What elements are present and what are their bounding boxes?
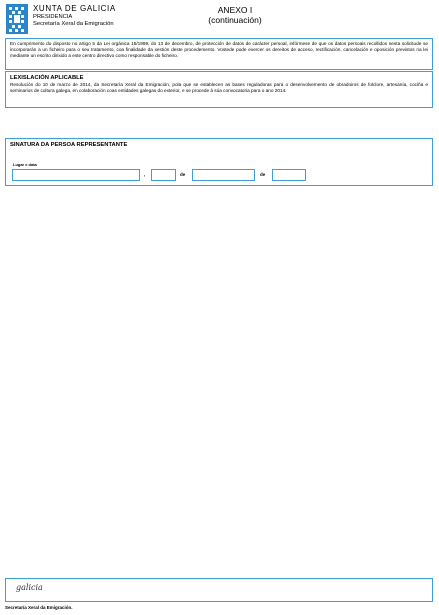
xunta-logo-icon (6, 4, 28, 39)
comma-separator: , (144, 172, 146, 177)
document-header (6, 4, 432, 36)
annex-subtitle: (continuación) (208, 15, 262, 25)
legislation-box (5, 71, 433, 108)
place-field[interactable] (12, 169, 140, 181)
secretariat-name: Secretaría Xeral da Emigración (33, 21, 114, 27)
place-date-label: Lugar e data (13, 162, 37, 167)
org-name: XUNTA DE GALICIA (33, 4, 116, 13)
privacy-notice-text: En cumprimento do disposto no artigo 5 da Lei orgánica 15/1999, do 13 de decembro, de protección de datos de carácter persoal, infórmese de que os datos persoais recollidos nesta solicitude se incorporarán a un ficheiro para o seu tratamento, coa finalidade da xestión deste procedemento. Vostede pode exercer os dereitos de acceso, rectificación, cancelación e oposición previstos na lei mediante un escrito dirixido a este centro directivo como responsable do ficheiro. (10, 41, 428, 59)
department-name: PRESIDENCIA (33, 14, 73, 20)
organization-block (33, 4, 116, 28)
signature-box (5, 138, 433, 186)
annex-title: ANEXO I (217, 5, 253, 15)
privacy-notice-box (5, 38, 433, 70)
galicia-logo: galicia (16, 583, 43, 592)
de-separator-2: de (260, 172, 266, 177)
day-field[interactable] (151, 169, 176, 181)
footer-secretariat: Secretaría Xeral da Emigración. (5, 605, 73, 610)
signature-title: SINATURA DA PERSOA REPRESENTANTE (10, 142, 128, 148)
month-field[interactable] (192, 169, 255, 181)
footer-box (5, 578, 433, 602)
de-separator-1: de (180, 172, 186, 177)
year-field[interactable] (272, 169, 306, 181)
annex-heading (189, 5, 281, 25)
legislation-title: LEXISLACIÓN APLICABLE (10, 75, 84, 81)
legislation-text: Resolución do 10 de marzo de 2014, da Secretaría Xeral da Emigración, pola que se establecen as bases reguladoras para o desenvolvemento de obradoiros de folclore, artesanía, cociña e seminarios de cultura galega, en colaboración coas entidades galegas do exterior, e se procede á súa convocatoria para o ano 2014. (10, 82, 428, 94)
